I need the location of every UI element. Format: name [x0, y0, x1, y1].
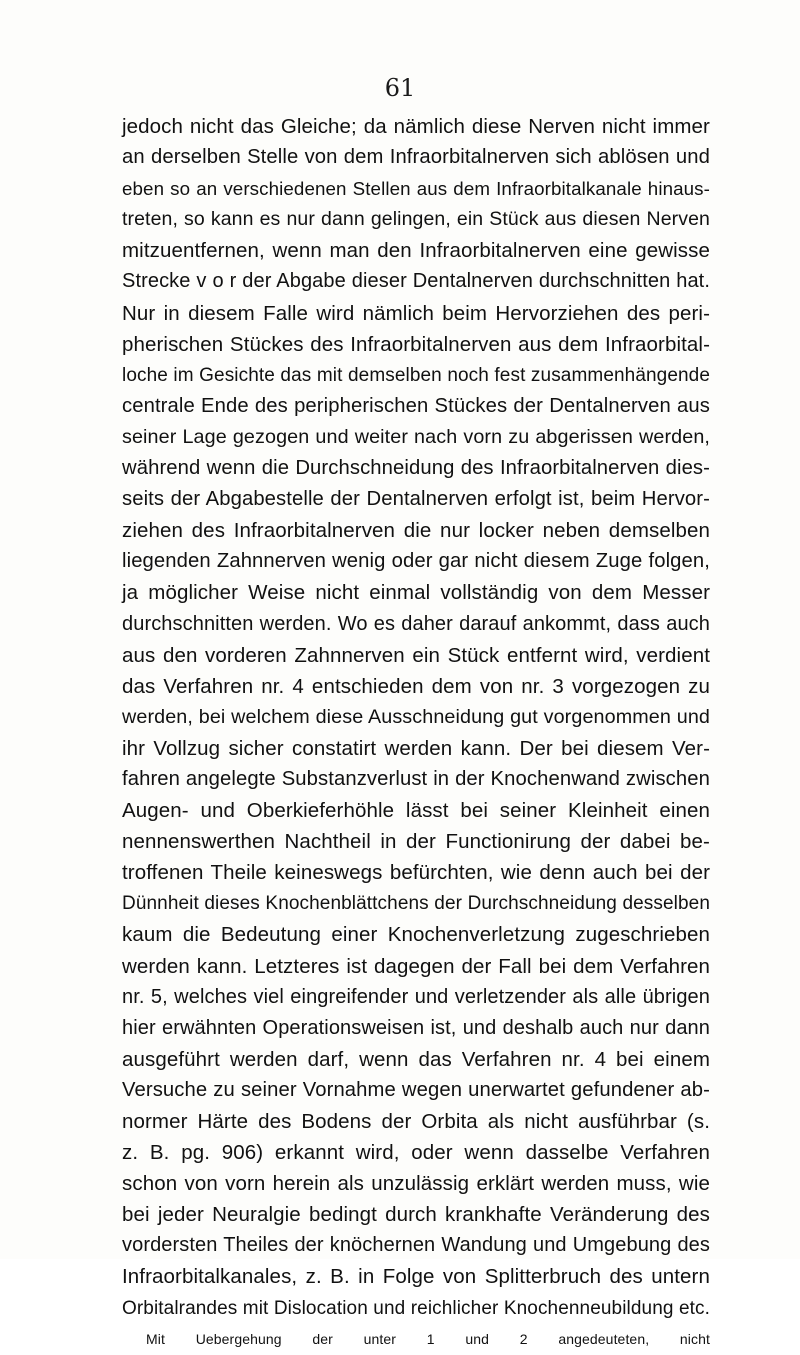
text-line: Strecke v o r der Abgabe dieser Dentalnerven durchschnitten hat.	[122, 270, 710, 293]
text-line: während wenn die Durchschneidung des Infraorbitalnerven dies-	[122, 457, 710, 480]
text-line: centrale Ende des peripherischen Stückes der Dentalnerven aus	[122, 394, 710, 417]
page-number: 61	[384, 74, 416, 102]
text-line: pherischen Stückes des Infraorbitalnerven aus dem Infraorbital-	[122, 332, 710, 356]
text-line: werden kann. Letzteres ist dagegen der Fall bei dem Verfahren	[122, 954, 710, 978]
text-line: Dünnheit dieses Knochenblättchens der Durchschneidung desselben	[122, 893, 710, 915]
text-line: Mit Uebergehung der unter 1 und 2 angedeuteten, nicht	[146, 1330, 710, 1347]
text-line: nennenswerthen Nachtheil in der Functionirung der dabei be-	[122, 830, 710, 854]
text-line: ausgeführt werden darf, wenn das Verfahren nr. 4 bei einem	[122, 1047, 710, 1071]
text-line: werden, bei welchem diese Ausschneidung gut vorgenommen und	[122, 705, 710, 728]
text-line: troffenen Theile keineswegs befürchten, wie denn auch bei der	[122, 861, 710, 885]
text-line: Augen- und Oberkieferhöhle lässt bei seiner Kleinheit einen	[122, 799, 710, 823]
text-line: eben so an verschiedenen Stellen aus dem Infraorbitalkanale hinaus-	[122, 178, 710, 200]
text-line: an derselben Stelle von dem Infraorbitalnerven sich ablösen und	[122, 146, 710, 169]
text-line: Versuche zu seiner Vornahme wegen unerwartet gefundener ab-	[122, 1078, 710, 1101]
text-line: bei jeder Neuralgie bedingt durch krankhafte Veränderung des	[122, 1203, 710, 1227]
text-line: kaum die Bedeutung einer Knochenverletzung zugeschrieben	[122, 923, 710, 947]
text-line: loche im Gesichte das mit demselben noch fest zusammenhängende	[122, 364, 710, 386]
text-line: seits der Abgabestelle der Dentalnerven erfolgt ist, beim Hervor-	[122, 488, 710, 511]
text-line: ihr Vollzug sicher constatirt werden kann. Der bei diesem Ver-	[122, 736, 710, 760]
text-line: nr. 5, welches viel eingreifender und verletzender als alle übrigen	[122, 985, 710, 1008]
text-line: Nur in diesem Falle wird nämlich beim Hervorziehen des peri-	[122, 301, 710, 325]
body-text	[122, 111, 710, 1355]
text-line: hier erwähnten Operationsweisen ist, und deshalb auch nur dann	[122, 1016, 710, 1039]
text-line: liegenden Zahnnerven wenig oder gar nicht diesem Zuge folgen,	[122, 550, 710, 573]
text-line: z. B. pg. 906) erkannt wird, oder wenn dasselbe Verfahren	[122, 1141, 710, 1165]
text-line: normer Härte des Bodens der Orbita als nicht ausführbar (s.	[122, 1110, 710, 1133]
text-line: Orbitalrandes mit Dislocation und reichlicher Knochenneubildung etc.	[122, 1297, 710, 1319]
text-line: ziehen des Infraorbitalnerven die nur locker neben demselben	[122, 519, 710, 543]
text-line: mitzuentfernen, wenn man den Infraorbitalnerven eine gewisse	[122, 239, 710, 263]
text-line: treten, so kann es nur dann gelingen, ein Stück aus diesen Nerven	[122, 208, 710, 231]
text-line: ja möglicher Weise nicht einmal vollständig von dem Messer	[122, 581, 710, 605]
text-line: seiner Lage gezogen und weiter nach vorn zu abgerissen werden,	[122, 425, 710, 448]
text-line: durchschnitten werden. Wo es daher darauf ankommt, dass auch	[122, 612, 710, 635]
text-line: Infraorbitalkanales, z. B. in Folge von Splitterbruch des untern	[122, 1265, 710, 1289]
text-line: schon von vorn herein als unzulässig erklärt werden muss, wie	[122, 1172, 710, 1196]
text-line: jedoch nicht das Gleiche; da nämlich diese Nerven nicht immer	[122, 115, 710, 138]
text-line: das Verfahren nr. 4 entschieden dem von nr. 3 vorgezogen zu	[122, 674, 710, 698]
text-line: fahren angelegte Substanzverlust in der Knochenwand zwischen	[122, 767, 710, 790]
text-line: vordersten Theiles der knöchernen Wandung und Umgebung des	[122, 1234, 710, 1257]
text-line: aus den vorderen Zahnnerven ein Stück entfernt wird, verdient	[122, 643, 710, 667]
